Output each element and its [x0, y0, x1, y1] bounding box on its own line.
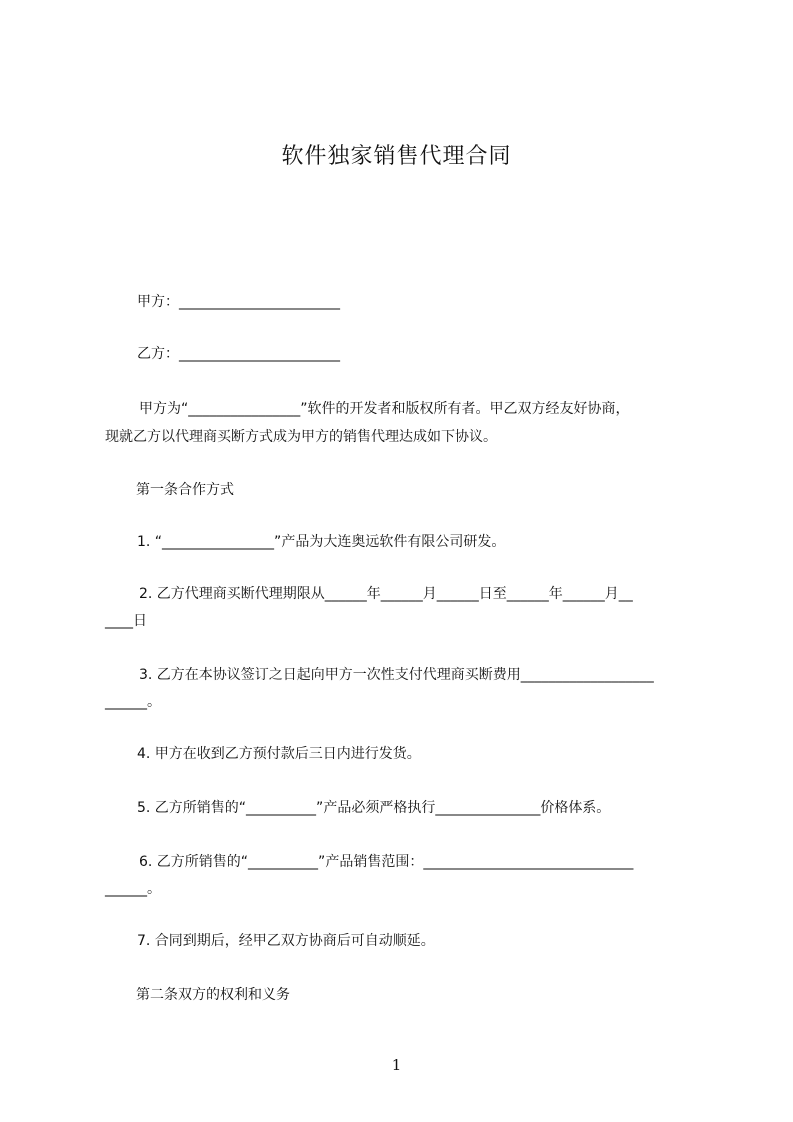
document-title: 软件独家销售代理合同 — [281, 144, 512, 169]
clause-6-line-2: ______。 — [105, 881, 161, 897]
clause-3-line-1: 3. 乙方在本协议签订之日起向甲方一次性支付代理商买断费用___________________ — [139, 667, 654, 683]
clause-3-line-2: ______。 — [105, 694, 161, 710]
clause-6-line-1: 6. 乙方所销售的“__________”产品销售范围：______________________________ — [139, 854, 634, 870]
page-number: 1 — [391, 1056, 402, 1074]
section-2-heading: 第二条双方的权利和义务 — [136, 987, 290, 1003]
section-1-heading: 第一条合作方式 — [136, 482, 234, 498]
clause-7: 7. 合同到期后，经甲乙双方协商后可自动顺延。 — [137, 933, 435, 949]
clause-4: 4. 甲方在收到乙方预付款后三日内进行发货。 — [137, 746, 421, 762]
clause-1: 1. “________________”产品为大连奥远软件有限公司研发。 — [137, 534, 506, 550]
intro-line-2: 现就乙方以代理商买断方式成为甲方的销售代理达成如下协议。 — [105, 429, 497, 445]
clause-2-line-2: ____日 — [105, 613, 147, 629]
clause-2-line-1: 2. 乙方代理商买断代理期限从______年______月______日至______年______月__ — [139, 586, 633, 602]
party-b-line: 乙方：_______________________ — [137, 346, 340, 362]
clause-5: 5. 乙方所销售的“__________”产品必须严格执行_______________价格体系。 — [137, 800, 611, 816]
party-a-line: 甲方：_______________________ — [137, 294, 340, 310]
intro-line-1: 甲方为“________________”软件的开发者和版权所有者。甲乙双方经友好协商， — [139, 401, 630, 417]
